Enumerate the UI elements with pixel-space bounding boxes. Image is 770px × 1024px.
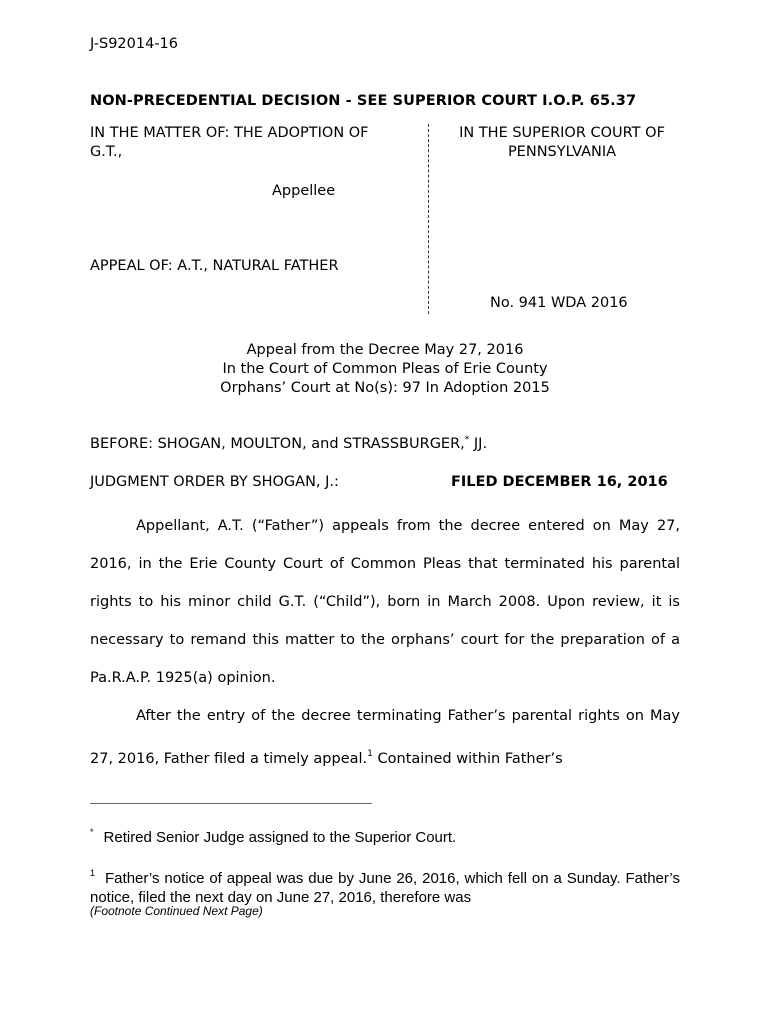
paragraph-2-footnote-mark: 1 xyxy=(367,749,373,759)
court-name xyxy=(440,124,684,162)
footnote-1-text: Retired Senior Judge assigned to the Superior Court. xyxy=(103,829,457,846)
appeal-of-line: APPEAL OF: A.T., NATURAL FATHER xyxy=(90,258,339,274)
case-caption-matter xyxy=(90,124,410,162)
before-footnote-mark: * xyxy=(464,435,470,445)
paragraph-2-tail: Contained within Father’s xyxy=(372,751,563,767)
opinion-body xyxy=(90,507,680,778)
caption-divider xyxy=(428,124,429,314)
matter-line-2: G.T., xyxy=(90,144,123,160)
court-line-2: PENNSYLVANIA xyxy=(507,144,617,160)
appeal-from-line-1: Appeal from the Decree May 27, 2016 xyxy=(246,342,524,358)
paragraph-2 xyxy=(90,697,680,778)
docket-number: No. 941 WDA 2016 xyxy=(490,295,628,311)
non-precedential-notice: NON-PRECEDENTIAL DECISION - SEE SUPERIOR COURT I.O.P. 65.37 xyxy=(90,93,637,109)
footnote-2-text: Father’s notice of appeal was due by June 26, 2016, which fell on a Sunday. Father’s notice, filed the next day on June 27, 2016, therefore was xyxy=(90,870,680,906)
footnote-separator xyxy=(90,803,372,804)
docket-code: J-S92014-16 xyxy=(90,36,179,52)
before-text: BEFORE: SHOGAN, MOULTON, and STRASSBURGER, xyxy=(90,436,465,452)
appeal-from-line-2: In the Court of Common Pleas of Erie County xyxy=(222,361,548,377)
before-panel xyxy=(90,435,487,452)
appeal-from-block xyxy=(90,341,680,398)
footnote-1-mark: * xyxy=(90,827,94,837)
matter-line-1: IN THE MATTER OF: THE ADOPTION OF xyxy=(90,125,369,141)
judgment-order-label: JUDGMENT ORDER BY SHOGAN, J.: xyxy=(90,474,339,490)
footnote-2-mark: 1 xyxy=(90,868,96,878)
footnote-2 xyxy=(90,864,680,907)
appellee-label: Appellee xyxy=(272,183,336,199)
footnote-1 xyxy=(90,827,456,846)
paragraph-2-text: After the entry of the decree terminating Father’s parental rights on May 27, 2016, Father filed a timely appeal. xyxy=(90,708,680,767)
court-line-1: IN THE SUPERIOR COURT OF xyxy=(459,125,665,141)
before-suffix: JJ. xyxy=(469,436,488,452)
footnote-continued-note: (Footnote Continued Next Page) xyxy=(90,904,263,918)
paragraph-1: Appellant, A.T. (“Father”) appeals from the decree entered on May 27, 2016, in the Erie County Court of Common Pleas that terminated his parental rights to his minor child G.T. (“Child”), born in March 2008. Upon review, it is necessary to remand this matter to the orphans’ court for the preparation of a Pa.R.A.P. 1925(a) opinion. xyxy=(90,518,680,686)
filed-date: FILED DECEMBER 16, 2016 xyxy=(451,474,668,490)
appeal-from-line-3: Orphans’ Court at No(s): 97 In Adoption 2015 xyxy=(220,380,550,396)
